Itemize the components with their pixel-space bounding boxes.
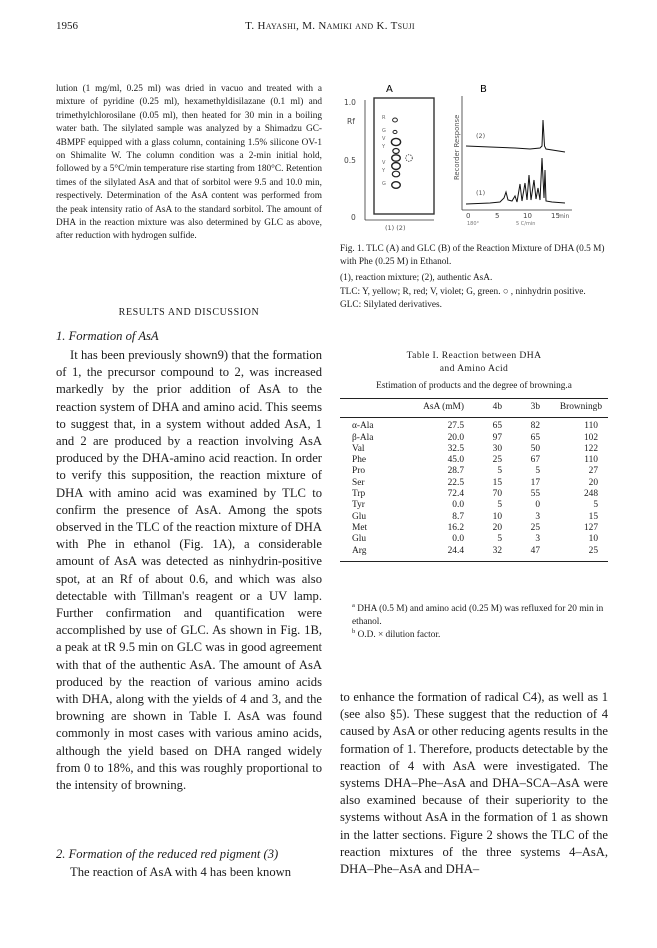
row-label: Met (352, 522, 368, 533)
trace-1-label: (1) (476, 189, 486, 197)
panel-b-label: B (480, 84, 487, 95)
table-cell: 0.0 (452, 534, 464, 545)
row-label: β-Ala (352, 432, 374, 443)
row-label: Tyr (352, 500, 365, 511)
table-cell: 97 (492, 432, 502, 443)
subsection-heading-2: 2. Formation of the reduced red pigment (3) (56, 847, 279, 861)
table-cell: 5 (497, 500, 502, 511)
row-label: Ser (352, 477, 365, 488)
table-cell: 28.7 (447, 466, 464, 477)
x-tick-15: 15 (551, 212, 560, 220)
x-unit: min (558, 213, 570, 220)
table-row (340, 418, 608, 433)
table-cell: 3 (535, 534, 540, 545)
col-header: AsA (mM) (404, 399, 464, 418)
table-cell: 15 (492, 477, 502, 488)
tlc-spot (393, 118, 398, 122)
col-header: 3b (502, 399, 540, 418)
table-cell: 17 (530, 477, 540, 488)
spot-letter: G (382, 181, 386, 187)
rf-tick-1: 1.0 (344, 98, 356, 107)
table-row (340, 466, 608, 477)
table-cell: 127 (583, 522, 598, 533)
table-cell: 67 (530, 455, 540, 466)
running-head: T. Hayashi, M. Namiki and K. Tsuji (245, 20, 415, 32)
methods-paragraph: lution (1 mg/ml, 0.25 ml) was dried in vacuo and treated with a mixture of pyridine (0.25 ml), hexamethyldisilazane (0.1 ml) and trimethylchlorosilane (0.05 ml), then heated for 30 min in a boiling water bath. The silylated sample was analyzed by a Shimadzu GC-4BMPF equipped with a glass column, containing 1.5% silicone OV-1 on Shimalite W. The column condition was a 2-min initial hold, followed by a 5°C/min temperature rise starting from 180°C. Retention times of the silylated AsA and that of sorbitol were 9.5 and 10.0 min, respectively. Determination of the AsA content was performed from the peak intensity ratio of AsA to the standard sorbitol. The amount of DHA in the reaction mixture was also determined by GLC as above, after reduction with hydrogen sulfide. (56, 84, 322, 242)
table-row (340, 455, 608, 466)
body-paragraph-2-start: The reaction of AsA with 4 has been known (70, 865, 292, 879)
figure-caption-line: (1), reaction mixture; (2), authentic AsA. (340, 273, 493, 284)
table-row (340, 444, 608, 455)
table-cell: 20 (492, 522, 502, 533)
spot-letter: G (382, 128, 386, 134)
figure-1-caption (340, 243, 608, 312)
table-cell: 10 (588, 534, 598, 545)
table-cell: 27.5 (447, 421, 464, 432)
footnote-a: $^a$ DHA (0.5 M) and amino acid (0.25 M) was refluxed for 20 min in ethanol. (352, 601, 604, 627)
table-cell: 0 (535, 500, 540, 511)
table-cell: 8.7 (452, 511, 464, 522)
table-cell: 20.0 (447, 432, 464, 443)
spot-letter: Y (382, 144, 386, 150)
table-cell: 5 (497, 534, 502, 545)
table-cell: 32 (492, 545, 502, 556)
spot-letter: V (382, 160, 386, 166)
table-body (340, 418, 608, 561)
tlc-spot (392, 163, 401, 170)
table-cell: 72.4 (447, 489, 464, 500)
table-row (340, 534, 608, 545)
panel-a-label: A (386, 84, 393, 95)
table-row (340, 478, 608, 489)
figure-caption-line: TLC: Y, yellow; R, red; V, violet; G, green. ○ , ninhydrin positive. (340, 286, 586, 297)
rf-tick-0: 0 (351, 213, 356, 222)
table-cell: 32.5 (447, 443, 464, 454)
table-cell: 65 (492, 421, 502, 432)
ninhydrin-positive-spot (406, 155, 413, 162)
table-row (340, 500, 608, 511)
figure-1-graphic (340, 80, 608, 242)
row-label: Pro (352, 466, 366, 477)
table-cell: 82 (530, 421, 540, 432)
row-label: α-Ala (352, 421, 374, 432)
table-cell: 16.2 (447, 522, 464, 533)
col-header: Browningb (540, 399, 608, 418)
table-cell: 55 (530, 489, 540, 500)
table-cell: 25 (492, 455, 502, 466)
tlc-spot (391, 138, 400, 145)
footnote-b: $^b$ O.D. × dilution factor. (352, 627, 441, 640)
table-cell: 50 (530, 443, 540, 454)
figure-1 (340, 80, 608, 242)
table-row (340, 546, 608, 561)
rf-tick-05: 0.5 (344, 156, 356, 165)
row-label: Glu (352, 511, 367, 522)
table-footnotes (340, 603, 608, 642)
spot-letter: Y (382, 168, 386, 174)
col-header: 4b (464, 399, 502, 418)
section-heading: RESULTS AND DISCUSSION (118, 307, 260, 318)
table-cell: 10 (492, 511, 502, 522)
page-number: 1956 (56, 20, 78, 32)
table-cell: 47 (530, 545, 540, 556)
table-cell: 110 (584, 455, 598, 466)
table-cell: 0.0 (452, 500, 464, 511)
table-cell: 110 (584, 421, 598, 432)
table-cell: 15 (588, 511, 598, 522)
row-label: Trp (352, 489, 366, 500)
table-cell: 25 (530, 522, 540, 533)
table-cell: 24.4 (447, 545, 464, 556)
spot-letter: V (382, 136, 386, 142)
lane-labels: (1) (2) (385, 224, 406, 232)
table-cell: 25 (588, 545, 598, 556)
table-cell: 65 (530, 432, 540, 443)
table-bottom-rule (340, 561, 608, 562)
table-cell: 30 (492, 443, 502, 454)
table-title-line: Table I. Reaction between DHA (406, 350, 542, 361)
table-cell: 70 (492, 489, 502, 500)
x-tick-10: 10 (523, 212, 532, 220)
tlc-spot (392, 182, 401, 189)
table-cell: 122 (583, 443, 598, 454)
trace-2-label: (2) (476, 132, 486, 140)
table-1 (340, 398, 608, 562)
table-cell: 22.5 (447, 477, 464, 488)
row-label: Glu (352, 534, 367, 545)
table-row (340, 433, 608, 444)
table-subtitle: Estimation of products and the degree of browning.a (376, 381, 572, 391)
row-label: Val (352, 443, 365, 454)
table-cell: 5 (497, 466, 502, 477)
rf-axis-label: Rf (347, 117, 355, 126)
gc-trace-reaction (466, 158, 565, 204)
table-cell: 3 (535, 511, 540, 522)
subsection-heading-1: 1. Formation of AsA (56, 329, 159, 343)
x-tick-5: 5 (495, 212, 500, 220)
tlc-spot (393, 130, 397, 133)
tlc-spot (392, 171, 399, 177)
table-cell: 20 (588, 477, 598, 488)
tlc-spot (392, 155, 401, 161)
table-cell: 27 (588, 466, 598, 477)
table-cell: 5 (593, 500, 598, 511)
table-title-line: and Amino Acid (439, 363, 509, 374)
table-row (340, 523, 608, 534)
body-paragraph-1: It has been previously shown9) that the formation of 1, the precursor compound to 2, was increased markedly by the prior addition of AsA to the reaction system of DHA and amino acid. This seems to suggest that, in a system without added AsA, 1 and 2 are produced by a reaction involving AsA produced by the DHA-amino acid reaction. In order to verify this supposition, the reaction mixture of DHA with amino acid was examined by TLC to confirm the presence of AsA. Among the spots observed in the TLC of the reaction mixture of DHA with Phe in ethanol (Fig. 1A), a considerable amount of AsA was detected as ninhydrin-positive spot, at an Rf of about 0.6, and which was also detectable with Tillman's reagent or a UV lamp. Further confirmation and quantification were accomplished by use of GLC. As shown in Fig. 1B, a peak at tR 9.5 min on GLC was in good agreement with that of the authentic AsA. The amount of AsA produced by the reaction of various amino acids with DHA, along with the yields of 4 and 3, and the browning are shown in Table I. AsA was found commonly in most cases with various amino acids, although the yield based on DHA ranged widely from 0 to 18%, and this was roughly proportional to the intensity of browning. (56, 348, 322, 793)
spot-letter: R (382, 115, 386, 121)
table-row (340, 489, 608, 500)
x-sub-label-rate: 5 C/min (516, 221, 536, 227)
table-cell: 248 (583, 489, 598, 500)
figure-caption-line: GLC: Silylated derivatives. (340, 299, 442, 310)
x-tick-0: 0 (466, 212, 471, 220)
row-label: Phe (352, 455, 367, 466)
tlc-spot (393, 149, 399, 154)
table-cell: 5 (535, 466, 540, 477)
figure-caption-title: Fig. 1. TLC (A) and GLC (B) of the Reaction Mixture of DHA (0.5 M) with Phe (0.25 M) in Ethanol. (340, 244, 605, 268)
row-label: Arg (352, 545, 367, 556)
data-table (340, 399, 608, 561)
table-row (340, 512, 608, 523)
table-cell: 45.0 (447, 455, 464, 466)
table-title (340, 349, 608, 375)
body-paragraph-right: to enhance the formation of radical C4), as well as 1 (see also §5). These suggest that the reduction of 4 caused by AsA or other reducing agents results in the formation of 1. Therefore, products detectable by the reaction of 4 with AsA were investigated. The systems DHA–Phe–AsA and DHA–SCA–AsA were also examined because of their superiority to the systems without AsA in the formation of 1 as shown in the latter sections. Figure 2 shows the TLC of the reaction mixtures of the three systems 4–AsA, DHA–Phe–AsA and DHA– (340, 690, 608, 877)
x-sub-label-start: 180° (467, 221, 480, 227)
y-axis-label: Recorder Response (453, 114, 461, 180)
table-cell: 102 (583, 432, 598, 443)
